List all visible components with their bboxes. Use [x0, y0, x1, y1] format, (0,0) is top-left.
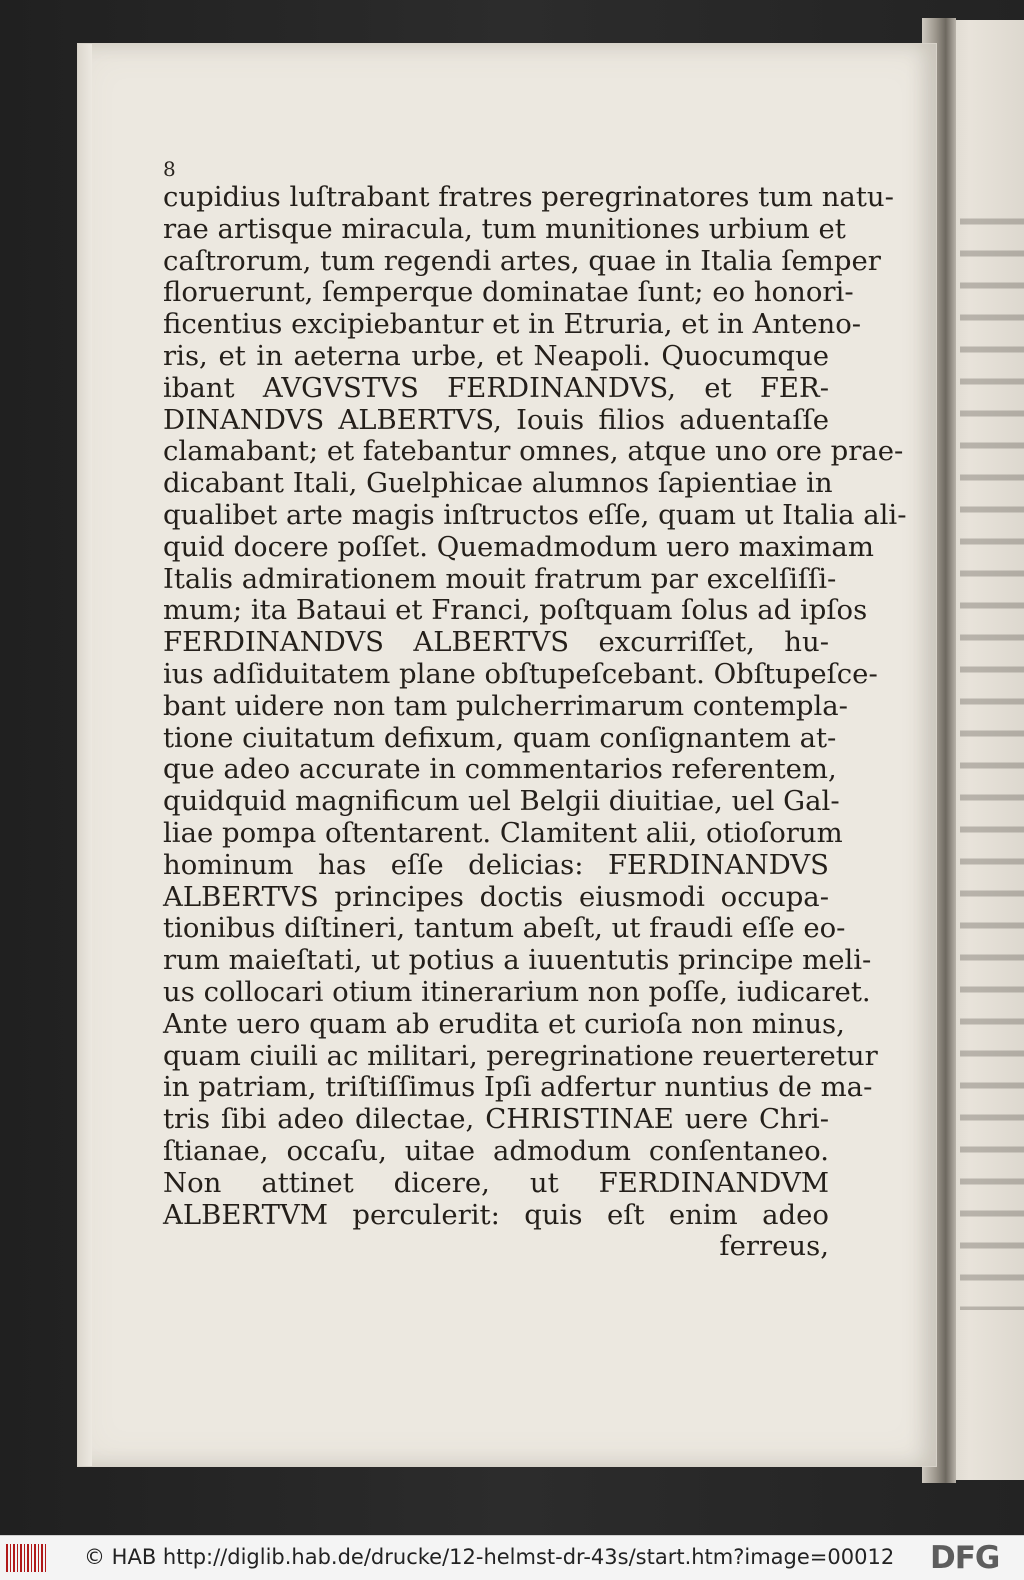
- text-line: DINANDVS ALBERTVS, Iouis filios aduentaſſe: [163, 403, 829, 436]
- text-line: in patriam, triſtiſſimus Ipſi adfertur nuntius de ma-: [163, 1071, 873, 1104]
- text-line: ibant AVGVSTVS FERDINANDVS, et FER-: [163, 371, 829, 404]
- text-line: rum maieſtati, ut potius a iuuentutis principe meli-: [163, 944, 872, 977]
- text-line: ALBERTVM perculerit: quis eſt enim adeo: [163, 1198, 829, 1231]
- text-line: us collocari otium itinerarium non poſſe, iudicaret.: [163, 975, 871, 1008]
- text-line: quid docere poſſet. Quemadmodum uero maximam: [163, 530, 874, 563]
- text-line: hominum has eſſe delicias: FERDINANDVS: [163, 848, 829, 881]
- text-line: tris ſibi adeo dilectae, CHRISTINAE uere Chri-: [163, 1103, 829, 1136]
- text-line: ficentius excipiebantur et in Etruria, et in Anteno-: [163, 308, 862, 341]
- text-line: tionibus diſtineri, tantum abeſt, ut fraudi eſſe eo-: [163, 912, 846, 945]
- facing-page-bleed-through: [960, 200, 1024, 1310]
- page-text: [163, 181, 907, 1263]
- footer-copyright-link[interactable]: © HAB http://diglib.hab.de/drucke/12-helmst-dr-43s/start.htm?image=00012: [84, 1545, 895, 1569]
- text-line: Ante uero quam ab erudita et curioſa non minus,: [163, 1007, 845, 1040]
- text-line: liae pompa oſtentarent. Clamitent alii, otioſorum: [163, 816, 843, 849]
- text-line: cupidius luſtrabant fratres peregrinatores tum natu-: [163, 181, 894, 213]
- text-line: Non attinet dicere, ut FERDINANDVM: [163, 1166, 829, 1199]
- text-line: ris, et in aeterna urbe, et Neapoli. Quocumque: [163, 339, 829, 372]
- text-line: dicabant Itali, Guelphicae alumnos ſapientiae in: [163, 467, 833, 500]
- text-line: caſtrorum, tum regendi artes, quae in Italia ſemper: [163, 244, 881, 277]
- hab-barcode-icon: [6, 1544, 46, 1572]
- text-line: ſtianae, occaſu, uitae admodum conſentaneo.: [163, 1134, 829, 1167]
- text-line: quam ciuili ac militari, peregrinatione reuerteretur: [163, 1039, 878, 1072]
- text-line: que adeo accurate in commentarios referentem,: [163, 753, 837, 786]
- text-line: quidquid magnificum uel Belgii diuitiae, uel Gal-: [163, 785, 840, 818]
- page-number: 8: [163, 157, 176, 181]
- text-line: Italis admirationem mouit fratrum par excelſiſſi-: [163, 562, 837, 595]
- text-line: mum; ita Bataui et Franci, poſtquam ſolus ad ipſos: [163, 594, 868, 627]
- text-line: tione ciuitatum defixum, quam conſignantem at-: [163, 721, 837, 754]
- text-line: rae artisque miracula, tum munitiones urbium et: [163, 212, 846, 245]
- text-line: qualibet arte magis inſtructos eſſe, quam ut Italia ali-: [163, 498, 907, 531]
- catchword: ferreus,: [719, 1230, 829, 1263]
- dfg-logo: DFG: [930, 1540, 1000, 1576]
- text-line: floruerunt, ſemperque dominatae ſunt; eo honori-: [163, 276, 854, 309]
- text-line: bant uidere non tam pulcherrimarum contempla-: [163, 689, 848, 722]
- footer-bar: [0, 1535, 1024, 1580]
- text-line: clamabant; et fatebantur omnes, atque uno ore prae-: [163, 435, 904, 468]
- text-line: ALBERTVS principes doctis eiusmodi occupa-: [163, 880, 829, 913]
- text-line: ius adſiduitatem plane obſtupeſcebant. Obſtupeſce-: [163, 657, 878, 690]
- text-line: FERDINANDVS ALBERTVS excurriſſet, hu-: [163, 626, 829, 659]
